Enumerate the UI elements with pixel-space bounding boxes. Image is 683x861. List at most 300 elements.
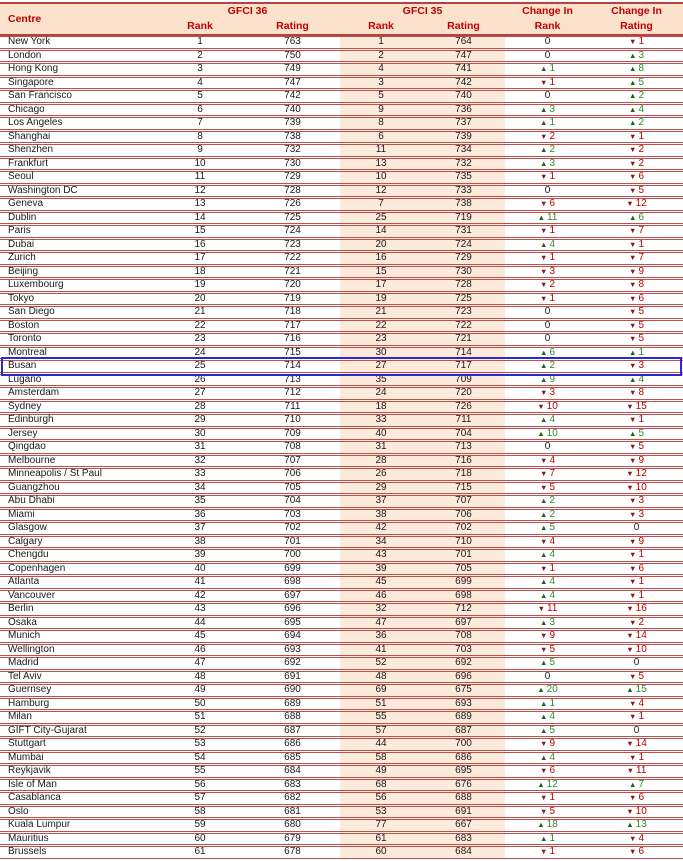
centre-cell: Jersey	[8, 427, 38, 439]
column-header-centre: Centre	[8, 13, 42, 25]
no-change-value: 0	[633, 724, 640, 736]
change-in-rating-cell	[590, 766, 683, 777]
table-row	[0, 252, 683, 265]
table-row	[0, 468, 683, 481]
gfci35-rank-cell: 45	[375, 576, 387, 587]
change-value: 14	[635, 738, 647, 749]
down-triangle-icon: ▼	[629, 752, 637, 762]
change-in-rating-cell	[590, 577, 683, 588]
gfci36-rank-cell: 33	[194, 468, 206, 479]
gfci36-rank-cell: 15	[194, 225, 206, 236]
gfci36-rank-cell: 52	[194, 724, 206, 736]
up-triangle-icon: ▲	[540, 523, 548, 532]
change-value: 2	[638, 144, 644, 155]
gfci35-rating-cell: 707	[455, 495, 472, 506]
gfci36-rating-cell: 707	[284, 454, 301, 466]
change-value: 10	[546, 427, 558, 439]
gfci35-rating-cell: 732	[455, 157, 472, 169]
change-in-rank-cell	[505, 604, 590, 615]
gfci36-rank-cell: 24	[194, 346, 206, 358]
no-change-value: 0	[633, 657, 640, 668]
change-in-rank-cell	[505, 307, 590, 318]
gfci36-rating-cell: 729	[284, 171, 301, 182]
table-row	[0, 131, 683, 144]
up-triangle-icon: ▲	[629, 77, 637, 87]
change-value: 3	[549, 265, 555, 277]
gfci35-rank-cell: 38	[375, 508, 387, 520]
up-triangle-icon: ▲	[540, 118, 548, 127]
down-triangle-icon: ▼	[540, 226, 548, 235]
change-in-rank-cell	[505, 253, 590, 264]
gfci36-rank-cell: 59	[194, 819, 206, 830]
gfci35-rank-cell: 57	[375, 724, 387, 736]
gfci36-rank-cell: 14	[194, 211, 206, 223]
centre-cell: Isle of Man	[8, 778, 57, 790]
up-triangle-icon: ▲	[540, 725, 548, 735]
change-in-rank-cell	[505, 186, 590, 197]
centre-cell: Atlanta	[8, 576, 40, 587]
gfci36-rank-cell: 27	[194, 387, 206, 398]
change-value: 8	[638, 387, 644, 398]
no-change-value: 0	[544, 333, 551, 344]
centre-cell: New York	[8, 36, 51, 47]
gfci36-rating-cell: 704	[284, 495, 301, 506]
gfci35-rating-cell: 729	[455, 252, 472, 263]
table-row	[0, 266, 683, 279]
change-value: 4	[638, 373, 644, 385]
change-value: 5	[638, 427, 644, 439]
centre-cell: Busan	[8, 360, 37, 371]
change-value: 6	[638, 846, 644, 857]
change-value: 1	[638, 346, 644, 358]
change-in-rank-cell	[505, 483, 590, 494]
change-value: 7	[638, 225, 644, 236]
gfci35-rank-cell: 30	[375, 346, 387, 358]
down-triangle-icon: ▼	[629, 361, 637, 370]
gfci35-rank-cell: 32	[375, 603, 387, 614]
gfci35-rating-cell: 699	[455, 576, 472, 587]
up-triangle-icon: ▲	[537, 428, 545, 438]
table-row	[0, 522, 683, 535]
change-value: 2	[638, 157, 644, 169]
gfci35-rating-cell: 723	[455, 306, 472, 317]
gfci35-rating-cell: 706	[455, 508, 472, 520]
gfci36-rank-cell: 49	[194, 684, 206, 695]
table-row	[0, 819, 683, 832]
gfci36-rating-cell: 742	[284, 90, 301, 101]
centre-cell: Chicago	[8, 103, 45, 115]
change-in-rank-cell	[505, 685, 590, 696]
gfci35-rating-cell: 728	[455, 279, 472, 290]
gfci36-rank-cell: 41	[194, 576, 206, 587]
gfci35-rating-cell: 716	[455, 454, 472, 466]
change-in-rating-cell	[590, 253, 683, 264]
change-in-rating-cell	[590, 64, 683, 75]
change-in-rank-cell	[505, 577, 590, 588]
change-value: 11	[636, 765, 647, 776]
up-triangle-icon: ▲	[629, 91, 637, 100]
table-row	[0, 806, 683, 819]
gfci36-rank-cell: 51	[194, 711, 206, 722]
change-in-rank-cell	[505, 820, 590, 831]
gfci36-rating-cell: 723	[284, 238, 301, 250]
up-triangle-icon: ▲	[540, 712, 548, 721]
change-in-rating-cell	[590, 51, 683, 62]
gfci35-rating-cell: 720	[455, 387, 472, 398]
down-triangle-icon: ▼	[629, 455, 637, 465]
down-triangle-icon: ▼	[626, 401, 634, 411]
gfci35-rank-cell: 34	[375, 535, 387, 547]
gfci36-rating-cell: 686	[284, 738, 301, 749]
up-triangle-icon: ▲	[540, 698, 548, 708]
change-in-rating-cell	[590, 483, 683, 494]
down-triangle-icon: ▼	[540, 806, 548, 816]
change-in-rank-cell	[505, 429, 590, 440]
gfci35-rating-cell: 734	[455, 144, 472, 155]
change-value: 8	[638, 279, 644, 290]
change-value: 9	[549, 373, 555, 385]
gfci35-rank-cell: 77	[375, 819, 387, 830]
up-triangle-icon: ▲	[540, 64, 548, 73]
gfci36-rank-cell: 46	[194, 643, 206, 655]
gfci36-rank-cell: 60	[194, 832, 206, 844]
down-triangle-icon: ▼	[629, 415, 637, 424]
centre-cell: GIFT City-Gujarat	[8, 724, 87, 736]
gfci36-rating-cell: 692	[284, 657, 301, 668]
gfci36-rating-cell: 708	[284, 441, 301, 452]
change-in-rating-cell	[590, 685, 683, 696]
gfci36-rank-cell: 1	[197, 36, 203, 47]
table-row	[0, 684, 683, 697]
change-value: 1	[638, 576, 644, 587]
centre-cell: Osaka	[8, 616, 37, 628]
gfci35-rating-cell: 742	[455, 76, 472, 88]
down-triangle-icon: ▼	[629, 793, 637, 802]
gfci35-rating-cell: 688	[455, 792, 472, 803]
gfci36-rating-cell: 721	[284, 265, 301, 277]
change-value: 12	[635, 468, 647, 479]
change-value: 1	[549, 792, 555, 803]
gfci35-rank-cell: 2	[378, 49, 384, 61]
centre-cell: Luxembourg	[8, 279, 64, 290]
down-triangle-icon: ▼	[629, 293, 637, 303]
gfci36-rating-cell: 724	[284, 225, 301, 236]
gfci36-rank-cell: 45	[194, 630, 206, 641]
down-triangle-icon: ▼	[540, 644, 548, 654]
table-row	[0, 725, 683, 738]
gfci35-rank-cell: 37	[375, 495, 387, 506]
gfci36-rating-cell: 700	[284, 549, 301, 560]
gfci35-rank-cell: 49	[375, 765, 387, 776]
down-triangle-icon: ▼	[629, 37, 637, 46]
table-row	[0, 536, 683, 549]
change-in-rank-cell	[505, 753, 590, 764]
down-triangle-icon: ▼	[626, 739, 634, 748]
change-in-rating-cell	[590, 294, 683, 305]
table-row	[0, 576, 683, 589]
change-in-rank-cell	[505, 658, 590, 669]
gfci35-rank-cell: 25	[375, 211, 387, 223]
gfci35-rating-cell: 726	[455, 400, 472, 412]
gfci36-rank-cell: 37	[194, 522, 206, 533]
gfci36-rank-cell: 16	[194, 238, 206, 250]
gfci35-rating-cell: 741	[455, 63, 472, 74]
table-row	[0, 671, 683, 684]
gfci35-rank-cell: 13	[375, 157, 387, 169]
change-in-rank-cell	[505, 847, 590, 858]
down-triangle-icon: ▼	[626, 644, 634, 654]
change-value: 10	[546, 400, 558, 412]
centre-cell: Zurich	[8, 252, 36, 263]
table-row	[0, 617, 683, 630]
down-triangle-icon: ▼	[629, 536, 637, 546]
down-triangle-icon: ▼	[629, 590, 637, 600]
change-in-rank-cell	[505, 78, 590, 89]
change-in-rank-cell	[505, 240, 590, 251]
change-value: 5	[549, 481, 555, 493]
down-triangle-icon: ▼	[537, 401, 545, 411]
gfci35-rank-cell: 28	[375, 454, 387, 466]
table-row	[0, 171, 683, 184]
gfci35-rating-cell: 740	[455, 90, 472, 101]
change-in-rank-cell	[505, 456, 590, 467]
down-triangle-icon: ▼	[629, 617, 637, 627]
change-in-rank-cell	[505, 618, 590, 629]
gfci36-rank-cell: 38	[194, 535, 206, 547]
change-value: 4	[549, 576, 555, 587]
change-value: 14	[635, 630, 647, 641]
change-value: 5	[549, 805, 555, 817]
change-in-rank-cell	[505, 402, 590, 413]
down-triangle-icon: ▼	[540, 131, 548, 141]
gfci36-rating-cell: 715	[284, 346, 301, 358]
table-row	[0, 657, 683, 670]
change-in-rank-cell	[505, 591, 590, 602]
change-in-rating-cell	[590, 550, 683, 561]
change-in-rating-cell	[590, 375, 683, 386]
centre-cell: Wellington	[8, 643, 55, 655]
down-triangle-icon: ▼	[629, 388, 637, 397]
gfci35-rating-cell: 711	[455, 414, 472, 425]
change-value: 1	[638, 589, 644, 601]
gfci35-rating-cell: 731	[455, 225, 472, 236]
centre-cell: Minneapolis / St Paul	[8, 468, 102, 479]
table-row	[0, 846, 683, 859]
gfci36-rank-cell: 2	[197, 49, 203, 61]
change-in-rating-cell	[590, 712, 683, 723]
table-row	[0, 549, 683, 562]
change-in-rank-cell	[505, 51, 590, 62]
table-row	[0, 779, 683, 792]
gfci36-rank-cell: 19	[194, 279, 206, 290]
change-value: 5	[638, 319, 644, 331]
change-in-rating-cell	[590, 820, 683, 831]
gfci35-rating-cell: 713	[455, 441, 472, 452]
no-change-value: 0	[633, 522, 640, 533]
change-value: 6	[549, 346, 555, 358]
change-in-rating-cell	[590, 834, 683, 845]
change-in-rating-cell	[590, 402, 683, 413]
gfci36-rank-cell: 22	[194, 319, 206, 331]
change-value: 4	[638, 697, 644, 709]
gfci35-rating-cell: 715	[455, 481, 472, 493]
change-value: 11	[547, 211, 558, 223]
down-triangle-icon: ▼	[629, 698, 637, 708]
table-row	[0, 158, 683, 171]
change-value: 16	[635, 603, 647, 614]
change-value: 1	[638, 130, 644, 142]
gfci35-rating-cell: 697	[455, 616, 472, 628]
up-triangle-icon: ▲	[540, 158, 548, 168]
gfci35-rating-cell: 705	[455, 562, 472, 574]
gfci36-rank-cell: 9	[197, 144, 203, 155]
gfci36-rating-cell: 682	[284, 792, 301, 803]
change-value: 1	[549, 117, 555, 128]
gfci36-rank-cell: 17	[194, 252, 206, 263]
gfci36-rank-cell: 53	[194, 738, 206, 749]
change-value: 1	[549, 832, 555, 844]
change-in-rating-cell	[590, 631, 683, 642]
gfci35-rating-cell: 692	[455, 657, 472, 668]
up-triangle-icon: ▲	[629, 779, 637, 789]
gfci35-rank-cell: 47	[375, 616, 387, 628]
gfci35-rank-cell: 22	[375, 319, 387, 331]
gfci35-rating-cell: 736	[455, 103, 472, 115]
change-value: 6	[638, 292, 644, 304]
gfci36-rating-cell: 720	[284, 279, 301, 290]
change-value: 2	[638, 90, 644, 101]
table-row	[0, 225, 683, 238]
change-value: 2	[549, 279, 555, 290]
table-row	[0, 239, 683, 252]
gfci35-rank-cell: 51	[375, 697, 387, 709]
up-triangle-icon: ▲	[540, 145, 548, 154]
up-triangle-icon: ▲	[629, 50, 637, 60]
down-triangle-icon: ▼	[540, 293, 548, 303]
gfci35-rating-cell: 704	[455, 427, 472, 439]
down-triangle-icon: ▼	[629, 239, 637, 249]
down-triangle-icon: ▼	[540, 631, 548, 640]
gfci36-rank-cell: 54	[194, 751, 206, 763]
gfci36-rating-cell: 690	[284, 684, 301, 695]
change-in-rank-cell	[505, 496, 590, 507]
change-value: 2	[638, 616, 644, 628]
change-value: 4	[549, 535, 555, 547]
change-in-rating-cell	[590, 267, 683, 278]
down-triangle-icon: ▼	[540, 253, 548, 262]
gfci35-rank-cell: 29	[375, 481, 387, 493]
change-in-rank-cell	[505, 726, 590, 737]
centre-cell: Melbourne	[8, 454, 56, 466]
change-in-rank-cell	[505, 537, 590, 548]
gfci35-rank-cell: 52	[375, 657, 387, 668]
down-triangle-icon: ▼	[629, 671, 637, 681]
centre-cell: Abu Dhabi	[8, 495, 55, 506]
down-triangle-icon: ▼	[629, 266, 637, 276]
change-in-rank-cell	[505, 834, 590, 845]
gfci35-rank-cell: 5	[378, 90, 384, 101]
down-triangle-icon: ▼	[629, 833, 637, 843]
up-triangle-icon: ▲	[540, 577, 548, 586]
change-value: 3	[549, 616, 555, 628]
gfci36-rank-cell: 40	[194, 562, 206, 574]
gfci36-rating-cell: 710	[284, 414, 301, 425]
gfci35-rank-cell: 16	[375, 252, 387, 263]
down-triangle-icon: ▼	[629, 158, 637, 168]
change-in-rank-cell	[505, 739, 590, 750]
gfci35-rating-cell: 686	[455, 751, 472, 763]
change-value: 13	[635, 819, 647, 830]
down-triangle-icon: ▼	[540, 847, 548, 856]
down-triangle-icon: ▼	[540, 793, 548, 802]
gfci35-rating-cell: 719	[455, 211, 472, 223]
change-in-rank-cell	[505, 280, 590, 291]
change-value: 1	[549, 63, 555, 74]
change-value: 3	[549, 387, 555, 398]
down-triangle-icon: ▼	[540, 563, 548, 573]
change-in-rank-cell	[505, 105, 590, 116]
gfci36-rank-cell: 61	[194, 846, 206, 857]
gfci35-rating-cell: 683	[455, 832, 472, 844]
change-in-rank-cell	[505, 672, 590, 683]
gfci35-rank-cell: 9	[378, 103, 384, 115]
up-triangle-icon: ▲	[629, 212, 637, 222]
table-row	[0, 603, 683, 616]
table-row	[0, 90, 683, 103]
column-group-gfci35: GFCI 35	[402, 5, 443, 17]
up-triangle-icon: ▲	[540, 658, 548, 667]
gfci36-rank-cell: 47	[194, 657, 206, 668]
gfci35-rating-cell: 696	[455, 670, 472, 682]
table-row	[0, 104, 683, 117]
gfci36-rank-cell: 56	[194, 778, 206, 790]
table-row	[0, 495, 683, 508]
change-value: 8	[638, 63, 644, 74]
table-row	[0, 117, 683, 130]
change-value: 1	[638, 238, 644, 250]
gfci35-rank-cell: 68	[375, 778, 387, 790]
change-value: 2	[549, 130, 555, 142]
gfci35-rating-cell: 710	[455, 535, 472, 547]
table-row	[0, 212, 683, 225]
change-value: 3	[638, 495, 644, 506]
gfci35-rank-cell: 6	[378, 130, 384, 142]
no-change-value: 0	[544, 319, 551, 331]
table-row	[0, 711, 683, 724]
centre-cell: Hong Kong	[8, 63, 59, 74]
change-value: 1	[638, 711, 644, 722]
change-in-rank-cell	[505, 712, 590, 723]
change-in-rating-cell	[590, 847, 683, 858]
centre-cell: Shenzhen	[8, 144, 54, 155]
gfci36-rating-cell: 740	[284, 103, 301, 115]
down-triangle-icon: ▼	[629, 577, 637, 586]
gfci36-rating-cell: 698	[284, 576, 301, 587]
change-value: 1	[549, 225, 555, 236]
gfci35-rating-cell: 684	[455, 846, 472, 857]
gfci35-rank-cell: 69	[375, 684, 387, 695]
change-in-rating-cell	[590, 132, 683, 143]
column-header-change-rating-sub: Rating	[620, 20, 653, 32]
down-triangle-icon: ▼	[540, 77, 548, 87]
centre-cell: Singapore	[8, 76, 54, 88]
centre-cell: Geneva	[8, 198, 44, 209]
gfci36-rating-cell: 722	[284, 252, 301, 263]
centre-cell: Boston	[8, 319, 40, 331]
table-row	[0, 306, 683, 319]
gfci35-rank-cell: 39	[375, 562, 387, 574]
down-triangle-icon: ▼	[537, 604, 546, 613]
